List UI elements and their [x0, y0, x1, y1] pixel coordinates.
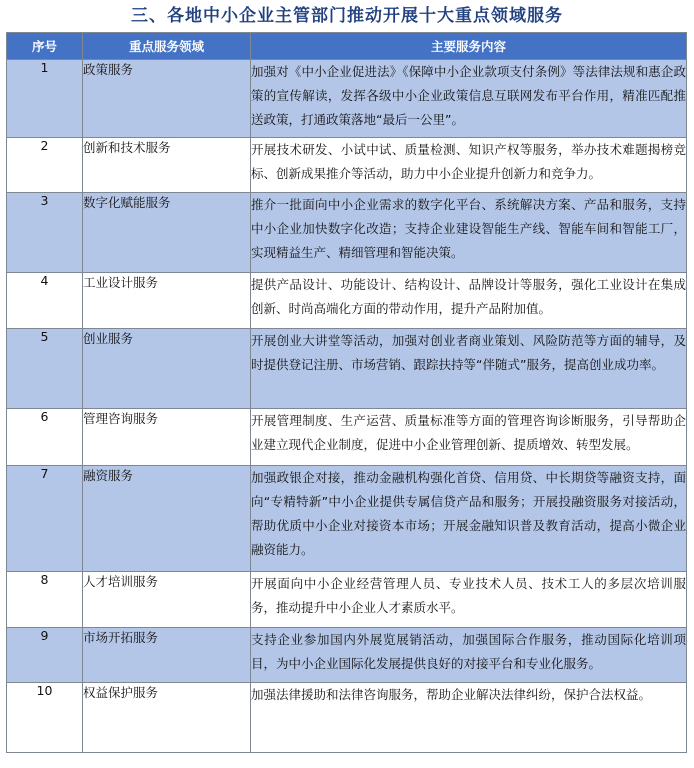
row-area: 创新和技术服务: [83, 138, 251, 193]
row-area: 工业设计服务: [83, 273, 251, 329]
row-content: 支持企业参加国内外展览展销活动，加强国际合作服务，推动国际化培训项目，为中小企业国际化发展提供良好的对接平台和专业化服务。: [251, 628, 687, 683]
row-content: 加强法律援助和法律咨询服务，帮助企业解决法律纠纷，保护合法权益。: [251, 683, 687, 753]
row-area: 政策服务: [83, 60, 251, 138]
row-area: 人才培训服务: [83, 572, 251, 628]
row-content: 开展创业大讲堂等活动，加强对创业者商业策划、风险防范等方面的辅导，及时提供登记注册、市场营销、跟踪扶持等“伴随式”服务，提高创业成功率。: [251, 329, 687, 409]
row-no: 2: [7, 138, 83, 193]
row-area: 创业服务: [83, 329, 251, 409]
table-row: [7, 572, 687, 628]
row-area: 数字化赋能服务: [83, 193, 251, 273]
table-header-row: [7, 33, 687, 60]
row-no: 8: [7, 572, 83, 628]
page-title: 三、各地中小企业主管部门推动开展十大重点领域服务: [131, 6, 563, 26]
row-area: 融资服务: [83, 466, 251, 572]
row-content: 加强政银企对接，推动金融机构强化首贷、信用贷、中长期贷等融资支持，面向“专精特新”中小企业提供专属信贷产品和服务；开展投融资服务对接活动，帮助优质中小企业对接资本市场；开展金融知识普及教育活动，提高小微企业融资能力。: [251, 466, 687, 572]
row-no: 6: [7, 409, 83, 466]
table-row: [7, 138, 687, 193]
row-content: 加强对《中小企业促进法》《保障中小企业款项支付条例》等法律法规和惠企政策的宣传解读，发挥各级中小企业政策信息互联网发布平台作用，精准匹配推送政策，打通政策落地“最后一公里”。: [251, 60, 687, 138]
row-area: 管理咨询服务: [83, 409, 251, 466]
services-table: [6, 32, 687, 753]
table-row: [7, 273, 687, 329]
row-no: 4: [7, 273, 83, 329]
header-content: 主要服务内容: [251, 33, 687, 60]
table-row: [7, 329, 687, 409]
row-no: 3: [7, 193, 83, 273]
row-area: 权益保护服务: [83, 683, 251, 753]
header-no: 序号: [7, 33, 83, 60]
row-content: 提供产品设计、功能设计、结构设计、品牌设计等服务，强化工业设计在集成创新、时尚高端化方面的带动作用，提升产品附加值。: [251, 273, 687, 329]
table-row: [7, 60, 687, 138]
row-area: 市场开拓服务: [83, 628, 251, 683]
row-no: 5: [7, 329, 83, 409]
header-area: 重点服务领域: [83, 33, 251, 60]
row-content: 推介一批面向中小企业需求的数字化平台、系统解决方案、产品和服务，支持中小企业加快数字化改造；支持企业建设智能生产线、智能车间和智能工厂，实现精益生产、精细管理和智能决策。: [251, 193, 687, 273]
row-content: 开展面向中小企业经营管理人员、专业技术人员、技术工人的多层次培训服务，推动提升中小企业人才素质水平。: [251, 572, 687, 628]
table-row: [7, 466, 687, 572]
table-row: [7, 409, 687, 466]
table-row: [7, 683, 687, 753]
table-row: [7, 628, 687, 683]
row-no: 9: [7, 628, 83, 683]
row-no: 7: [7, 466, 83, 572]
row-content: 开展技术研发、小试中试、质量检测、知识产权等服务，举办技术难题揭榜竞标、创新成果推介等活动，助力中小企业提升创新力和竞争力。: [251, 138, 687, 193]
row-no: 1: [7, 60, 83, 138]
row-content: 开展管理制度、生产运营、质量标准等方面的管理咨询诊断服务，引导帮助企业建立现代企业制度，促进中小企业管理创新、提质增效、转型发展。: [251, 409, 687, 466]
row-no: 10: [7, 683, 83, 753]
table-row: [7, 193, 687, 273]
